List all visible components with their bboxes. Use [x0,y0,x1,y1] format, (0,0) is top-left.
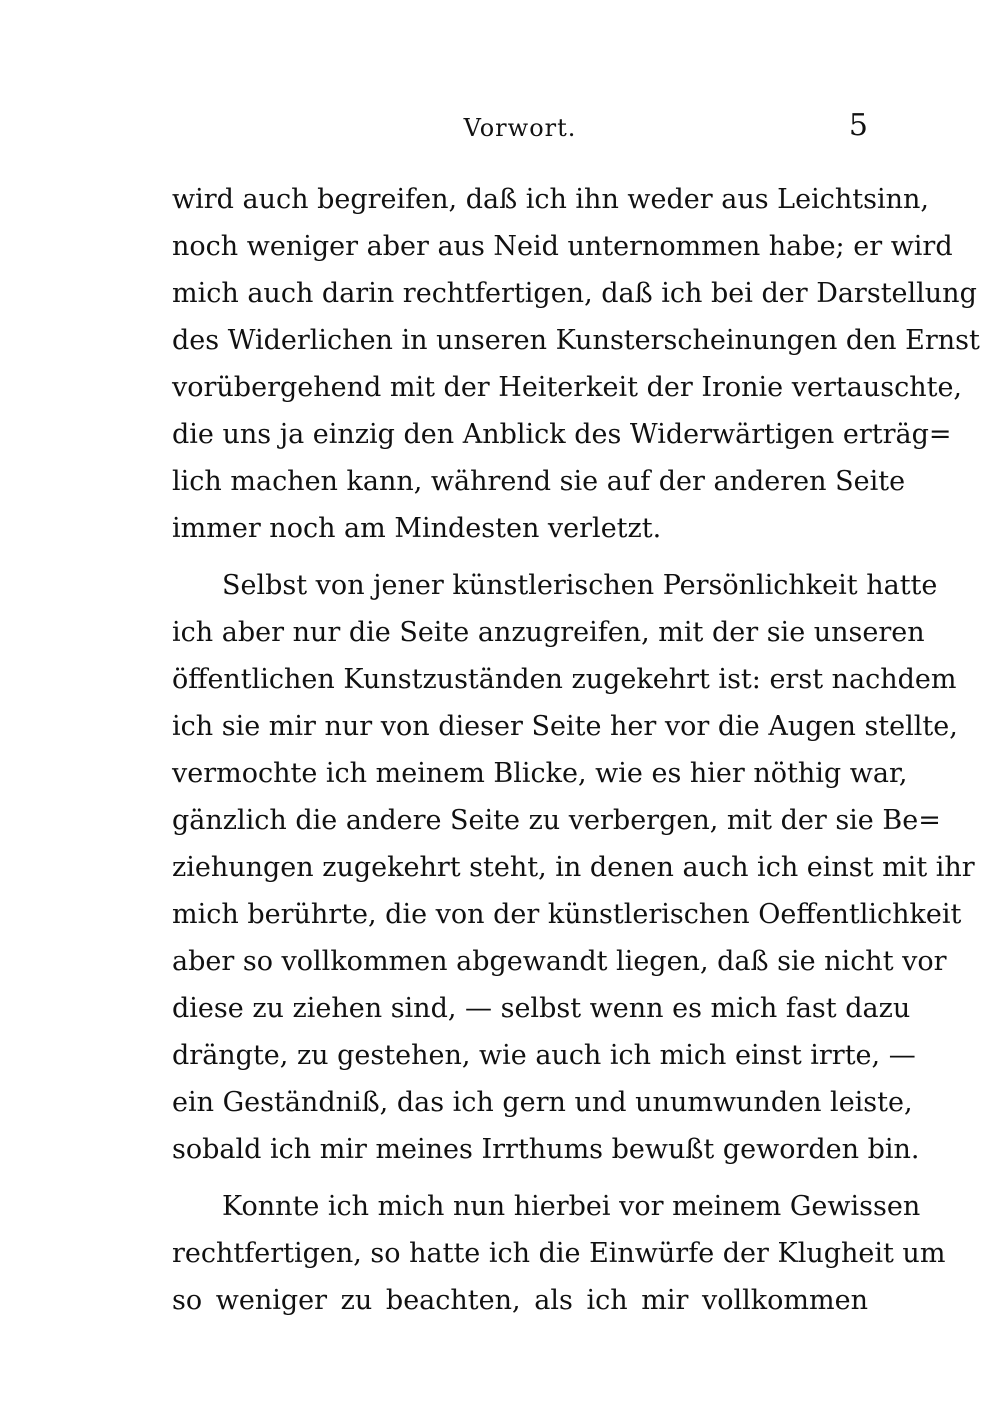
text-line: mich auch darin rechtfertigen, daß ich bei der Darstellung [172,278,977,309]
text-line: ziehungen zugekehrt steht, in denen auch ich einst mit ihr [172,852,975,883]
text-line: mich berührte, die von der künstlerischen Oeffentlichkeit [172,899,962,930]
text-line: wird auch begreifen, daß ich ihn weder aus Leichtsinn, [172,184,929,215]
text-line: so weniger zu beachten, als ich mir vollkommen [172,1285,868,1316]
body-text [172,176,980,1324]
text-line: noch weniger aber aus Neid unternommen habe; er wird [172,231,953,262]
text-line: sobald ich mir meines Irrthums bewußt geworden bin. [172,1134,920,1165]
text-line: vermochte ich meinem Blicke, wie es hier nöthig war, [172,758,908,789]
text-line: rechtfertigen, so hatte ich die Einwürfe der Klugheit um [172,1238,946,1269]
text-line: gänzlich die andere Seite zu verbergen, mit der sie Be= [172,805,941,836]
text-line: ein Geständniß, das ich gern und unumwunden leiste, [172,1087,913,1118]
paragraph-1 [172,176,980,552]
text-line: Selbst von jener künstlerischen Persönlichkeit hatte [222,570,938,601]
text-line: immer noch am Mindesten verletzt. [172,513,662,544]
text-line: vorübergehend mit der Heiterkeit der Ironie vertauschte, [172,372,963,403]
running-head: Vorwort. [463,114,577,142]
text-line: drängte, zu gestehen, wie auch ich mich einst irrte, — [172,1040,916,1071]
text-line: diese zu ziehen sind, — selbst wenn es mich fast dazu [172,993,911,1024]
text-line: aber so vollkommen abgewandt liegen, daß sie nicht vor [172,946,947,977]
page-header [172,108,868,148]
text-line: ich aber nur die Seite anzugreifen, mit der sie unseren [172,617,925,648]
text-line: öffentlichen Kunstzuständen zugekehrt ist: erst nachdem [172,664,957,695]
text-line: lich machen kann, während sie auf der anderen Seite [172,466,906,497]
paragraph-gap [172,552,868,562]
text-line: Konnte ich mich nun hierbei vor meinem Gewissen [222,1191,921,1222]
paragraph-gap [172,1173,868,1183]
paragraph-3 [172,1183,946,1324]
text-line: die uns ja einzig den Anblick des Widerwärtigen erträg= [172,419,952,450]
text-line: ich sie mir nur von dieser Seite her vor die Augen stellte, [172,711,958,742]
text-line: des Widerlichen in unseren Kunsterscheinungen den Ernst [172,325,980,356]
paragraph-2 [172,562,975,1173]
page-number: 5 [848,108,868,143]
